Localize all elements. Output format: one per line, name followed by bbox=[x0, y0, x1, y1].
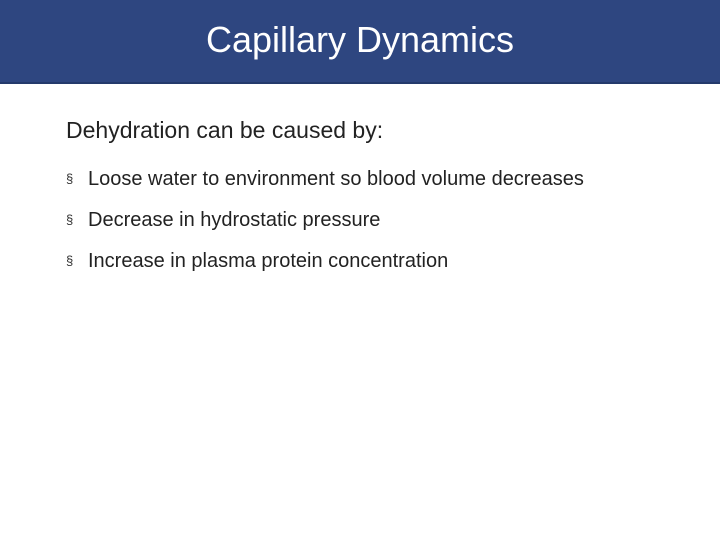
bullet-item bbox=[66, 202, 588, 238]
bullet-list bbox=[66, 161, 666, 279]
bullet-marker-icon: § bbox=[66, 171, 74, 186]
bullet-text: Loose water to environment so blood volume decreases bbox=[88, 168, 584, 190]
bullet-item bbox=[66, 161, 588, 197]
slide-content bbox=[66, 114, 666, 284]
intro-text: Dehydration can be caused by: bbox=[66, 117, 384, 143]
bullet-item bbox=[66, 243, 588, 279]
bullet-text: Increase in plasma protein concentration bbox=[88, 250, 449, 272]
bullet-text: Decrease in hydrostatic pressure bbox=[88, 209, 381, 231]
title-bar bbox=[0, 0, 720, 84]
bullet-marker-icon: § bbox=[66, 212, 74, 227]
bullet-marker-icon: § bbox=[66, 253, 74, 268]
slide-title: Capillary Dynamics bbox=[205, 19, 515, 60]
